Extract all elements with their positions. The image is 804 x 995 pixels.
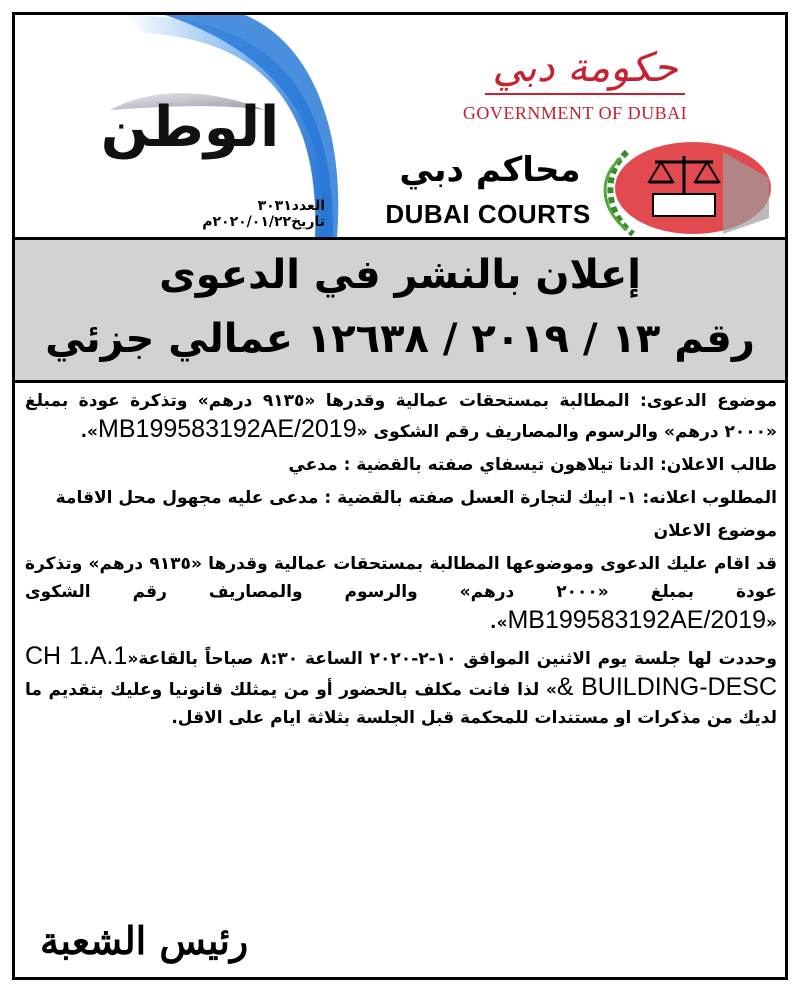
announcement-frame [12,12,788,980]
defendant-paragraph: المطلوب اعلانه: ١- ابيك لتجارة العسل صفته بالقضية : مدعى عليه مجهول محل الاقامة [55,488,777,508]
courts-english-name: DUBAI COURTS [385,199,591,229]
government-arabic-logo: حكومة دبي [492,45,678,91]
newspaper-panel [15,15,360,237]
complaint-number: MB199583192AE/2019 [98,415,357,443]
newspaper-name: الوطن [100,95,280,160]
plaintiff-paragraph: طالب الاعلان: الدنا تيلاهون تيسفاي صفته بالقضية : مدعي [288,455,777,475]
announcement-title: إعلان بالنشر في الدعوى [159,252,641,298]
issue-info: العدد٣٠٣١ تاريخ٢٠٢٠/٠١/٢٢م [202,198,325,230]
hall-code: CH 1.A.1 & BUILDING-DESC [25,642,777,701]
announcement-subject-heading: موضوع الاعلان [653,521,777,541]
hearing-paragraph: وحددت لها جلسة يوم الاثنين الموافق ١٠-٢-٢٠٢٠ الساعة ٨:٣٠ صباحاً بالقاعة«CH 1.A.1 & BUILDING-DESC» لذا فانت مكلف بالحضور أو من يمثلك قانونيا وعليك بتقديم ما لديك من مذكرات او مستندات للمحكمة قبل الجلسة بثلاثة ايام على الاقل. [25,642,777,728]
signature: رئيس الشعبة [40,918,249,963]
complaint-number-2: MB199583192AE/2019 [507,606,767,634]
courts-arabic-name: محاكم دبي [399,150,581,190]
government-logo-divider [485,93,685,95]
case-subject-paragraph: موضوع الدعوى: المطالبة بمستحقات عمالية وقدرها «٩١٣٥ درهم» وتذكرة عودة بمبلغ «٢٠٠٠ درهم» والرسوم والمصاريف رقم الشكوى «MB199583192AE/2019». [25,391,777,443]
announcement-subject-paragraph: قد اقام عليك الدعوى وموضوعها المطالبة بمستحقات عمالية وقدرها «٩١٣٥ درهم» وتذكرة عودة بمبلغ «٢٠٠٠ درهم» والرسوم والمصاريف رقم الشكوى «MB199583192AE/2019». [25,554,778,634]
government-english-name: GOVERNMENT OF DUBAI [462,103,688,123]
header [15,15,785,237]
announcement-body [25,387,777,737]
courts-emblem-icon [593,138,773,238]
case-number: رقم ١٣ / ٢٠١٩ / ١٢٦٣٨ عمالي جزئي [45,316,755,362]
title-band [15,237,785,383]
